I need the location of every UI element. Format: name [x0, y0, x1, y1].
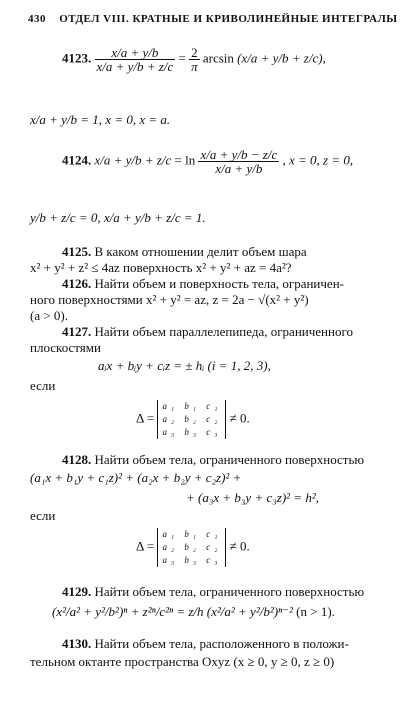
problem-4128-if: если: [30, 508, 56, 523]
problem-4127-if: если: [30, 378, 56, 393]
problem-4129-formula: (x²/a² + y²/b²)ⁿ + z²ⁿ/c²ⁿ = z/h (x²/a² + y²/b²)ⁿ⁻² (n > 1).: [52, 604, 335, 619]
not-equal-zero: ≠ 0.: [229, 538, 250, 554]
problem-4127-formula: aᵢx + bᵢy + cᵢz = ± hᵢ (i = 1, 2, 3),: [98, 358, 271, 373]
determinant-row: a₂ b₂ c₂: [162, 414, 222, 424]
problem-4127: 4127. Найти объем параллелепипеда, ограниченного: [62, 324, 353, 339]
problem-4125: 4125. В каком отношении делит объем шара: [62, 244, 307, 259]
determinant-matrix: [157, 400, 226, 439]
problem-4126-line3: (a > 0).: [30, 308, 69, 323]
determinant-row: a₂ b₂ c₂: [162, 542, 222, 552]
problem-4129: 4129. Найти объем тела, ограниченного поверхностью: [62, 584, 365, 599]
problem-4123-conditions: x/a + y/b = 1, x = 0, x = a.: [30, 112, 171, 127]
problem-4128-line2: (a₁x + b₁y + c₁z)² + (a₂x + b₂y + c₂z)² +: [30, 470, 242, 485]
determinant-row: a₁ b₁ c₁: [162, 401, 222, 411]
problem-4127-line2: плоскостями: [30, 340, 101, 355]
problem-4126: 4126. Найти объем и поверхность тела, ограничен-: [62, 276, 344, 291]
determinant-row: a₁ b₁ c₁: [162, 529, 222, 539]
determinant-row: a₃ b₃ c₃: [162, 427, 222, 437]
arcsin-label: arcsin: [202, 50, 234, 66]
problem-4128: 4128. Найти объем тела, ограниченного поверхностью: [62, 452, 365, 467]
problem-4130: 4130. Найти объем тела, расположенного в положи-: [62, 636, 349, 651]
problem-4127-determinant: Δ = a₁ b₁ c₁ a₂ b₂ c₂ a₃ b₃ c₃ ≠ 0.: [136, 401, 250, 437]
determinant-row: a₃ b₃ c₃: [162, 555, 222, 565]
problem-4126-line2: ного поверхностями x² + y² = az, z = 2a − √(x² + y²): [30, 292, 309, 307]
problem-4124-formula: 4124. x/a + y/b + z/c = ln $\frac{x/a + y/b - z/c}{x/a + y/b}$ , x = 0, z = 0,: [62, 147, 354, 176]
problem-4128-determinant: Δ = a₁ b₁ c₁ a₂ b₂ c₂ a₃ b₃ c₃ ≠ 0.: [136, 529, 250, 565]
problem-number: 4123.: [62, 50, 92, 66]
problem-4124-conditions: y/b + z/c = 0, x/a + y/b + z/c = 1.: [30, 210, 206, 225]
page-number: 430: [28, 13, 46, 25]
problem-4128-line3: + (a₃x + b₃y + c₃z)² = h²,: [186, 490, 319, 505]
page-header: [28, 13, 398, 25]
problem-4123-formula: 4123. $\frac{x/a + y/b}{x/a + y/b + z/c}$ = $\frac{2}{\pi}$ arcsin (x/a + y/b + z/c),: [62, 45, 326, 74]
not-equal-zero: ≠ 0.: [229, 410, 250, 426]
problem-4125-line2: x² + y² + z² ≤ 4az поверхность x² + y² + az = 4a²?: [30, 260, 292, 275]
determinant-matrix: [157, 528, 226, 567]
problem-4130-line2: тельном октанте пространства Oxyz (x ≥ 0, y ≥ 0, z ≥ 0): [30, 654, 335, 669]
lhs-fraction: $\frac{x/a + y/b}{x/a + y/b + z/c}$: [96, 45, 174, 74]
section-title: ОТДЕЛ VIII. КРАТНЫЕ И КРИВОЛИНЕЙНЫЕ ИНТЕГРАЛЫ: [59, 13, 398, 25]
